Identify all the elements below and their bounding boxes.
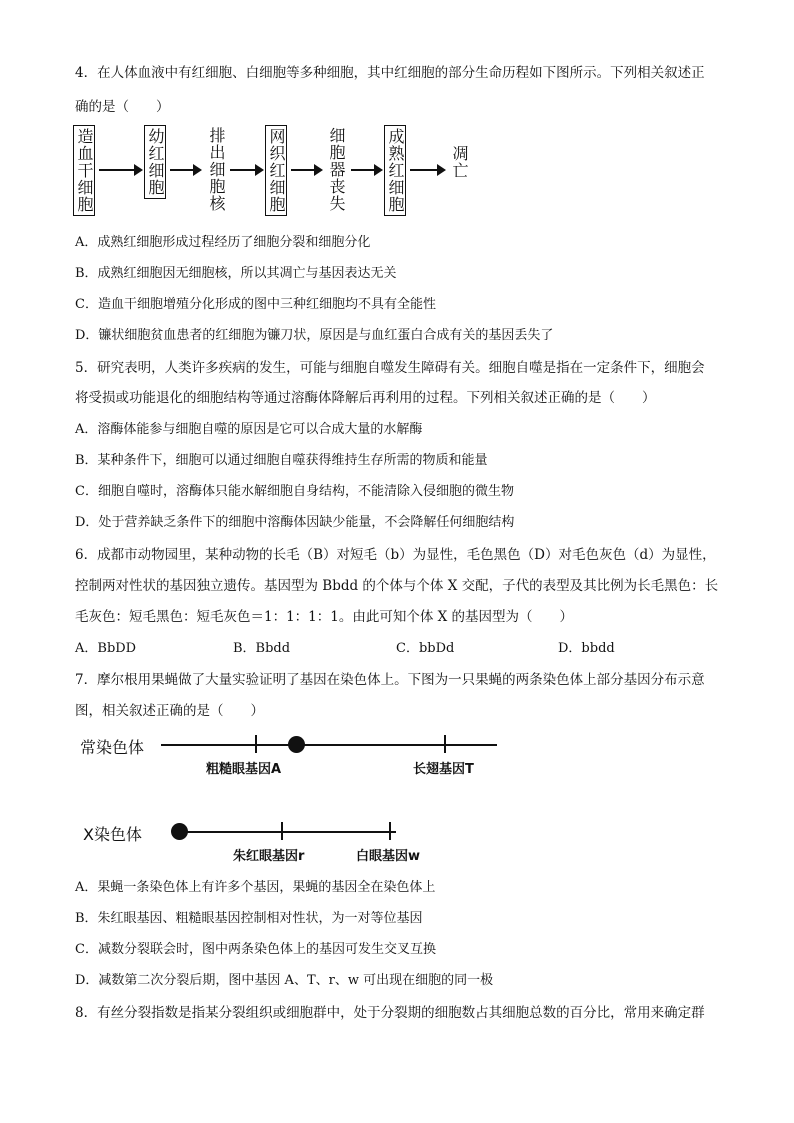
x-chromosome-label: X染色体 (83, 825, 142, 844)
gene-label-vermilion-r: 朱红眼基因r (233, 849, 305, 864)
q4-option-a: A．成熟红细胞形成过程经历了细胞分裂和细胞分化 (75, 235, 371, 250)
q4-stem-line2: 确的是（ ） (75, 99, 170, 115)
flow-arrow (410, 169, 444, 171)
gene-label-rough-eye-a: 粗糙眼基因A (206, 762, 282, 777)
q6-option-d: D．bbdd (558, 641, 615, 656)
flow-arrow (99, 169, 141, 171)
step-apoptosis: 凋亡 (450, 145, 469, 179)
gene-label-long-wing-t: 长翅基因T (413, 762, 474, 777)
q7-option-c: C．减数分裂联会时，图中两条染色体上的基因可发生交叉互换 (75, 942, 436, 957)
q4-option-d: D．镰状细胞贫血患者的红细胞为镰刀状，原因是与血红蛋白合成有关的基因丢失了 (75, 328, 554, 343)
q4-option-b: B．成熟红细胞因无细胞核，所以其凋亡与基因表达无关 (75, 266, 397, 281)
q8-stem-line1: 8．有丝分裂指数是指某分裂组织或细胞群中，处于分裂期的细胞数占其细胞总数的百分比，常用来确定群 (75, 1005, 705, 1021)
box-mature-red-cell: 成熟红细胞 (384, 125, 406, 216)
q4-option-c: C．造血干细胞增殖分化形成的图中三种红细胞均不具有全能性 (75, 297, 436, 312)
step-expel-nucleus: 排出细胞核 (207, 127, 226, 212)
q6-option-b: B．Bbdd (233, 641, 291, 656)
q7-option-b: B．朱红眼基因、粗糙眼基因控制相对性状，为一对等位基因 (75, 911, 423, 926)
box-hematopoietic-stem-cell: 造血干细胞 (73, 125, 95, 216)
q5-stem-line2: 将受损或功能退化的细胞结构等通过溶酶体降解后再利用的过程。下列相关叙述正确的是（ ） (75, 390, 656, 406)
gene-tick (444, 735, 446, 753)
autosome-diagram (75, 733, 515, 793)
gene-label-white-eye-w: 白眼基因w (356, 849, 421, 864)
q5-option-d: D．处于营养缺乏条件下的细胞中溶酶体因缺少能量，不会降解任何细胞结构 (75, 515, 515, 530)
box-young-red-cell: 幼红细胞 (144, 125, 166, 199)
q6-option-c: C．bbDd (396, 641, 455, 656)
flow-arrow (230, 169, 262, 171)
autosome-line (161, 744, 497, 746)
centromere (288, 736, 305, 753)
gene-tick (389, 822, 391, 840)
x-chromosome-diagram (75, 820, 515, 880)
flow-arrow (291, 169, 321, 171)
q5-option-b: B．某种条件下，细胞可以通过细胞自噬获得维持生存所需的物质和能量 (75, 453, 488, 468)
q6-option-a: A．BbDD (75, 641, 137, 656)
q5-stem-line1: 5．研究表明，人类许多疾病的发生，可能与细胞自噬发生障碍有关。细胞自噬是指在一定条件下，细胞会 (75, 360, 705, 376)
box-reticulocyte: 网织红细胞 (265, 125, 287, 216)
q6-stem-line2: 控制两对性状的基因独立遗传。基因型为 Bbdd 的个体与个体 X 交配，子代的表型及其比例为长毛黑色：长 (75, 578, 719, 594)
q5-option-c: C．细胞自噬时，溶酶体只能水解细胞自身结构，不能清除入侵细胞的微生物 (75, 484, 514, 499)
flow-arrow (351, 169, 381, 171)
q7-stem-line1: 7．摩尔根用果蝇做了大量实验证明了基因在染色体上。下图为一只果蝇的两条染色体上部分基因分布示意 (75, 672, 705, 688)
autosome-label: 常染色体 (80, 738, 145, 757)
flow-arrow (170, 169, 200, 171)
q5-option-a: A．溶酶体能参与细胞自噬的原因是它可以合成大量的水解酶 (75, 422, 423, 437)
gene-tick (281, 822, 283, 840)
q7-stem-line2: 图，相关叙述正确的是（ ） (75, 703, 264, 719)
gene-tick (255, 735, 257, 753)
q6-stem-line1: 6．成都市动物园里，某种动物的长毛（B）对短毛（b）为显性，毛色黑色（D）对毛色灰色（d）为显性， (75, 547, 716, 563)
q7-option-a: A．果蝇一条染色体上有许多个基因，果蝇的基因全在染色体上 (75, 880, 436, 895)
q6-stem-line3: 毛灰色：短毛黑色：短毛灰色＝1：1：1：1。由此可知个体 X 的基因型为（ ） (75, 609, 574, 625)
step-organelle-loss: 细胞器丧失 (327, 127, 346, 212)
q7-option-d: D．减数第二次分裂后期，图中基因 A、T、r、w 可出现在细胞的同一极 (75, 973, 494, 988)
x-chromosome-line (179, 831, 396, 833)
q4-stem-line1: 4．在人体血液中有红细胞、白细胞等多种细胞，其中红细胞的部分生命历程如下图所示。下列相关叙述正 (75, 65, 705, 81)
red-cell-lifecycle-diagram (70, 125, 490, 220)
